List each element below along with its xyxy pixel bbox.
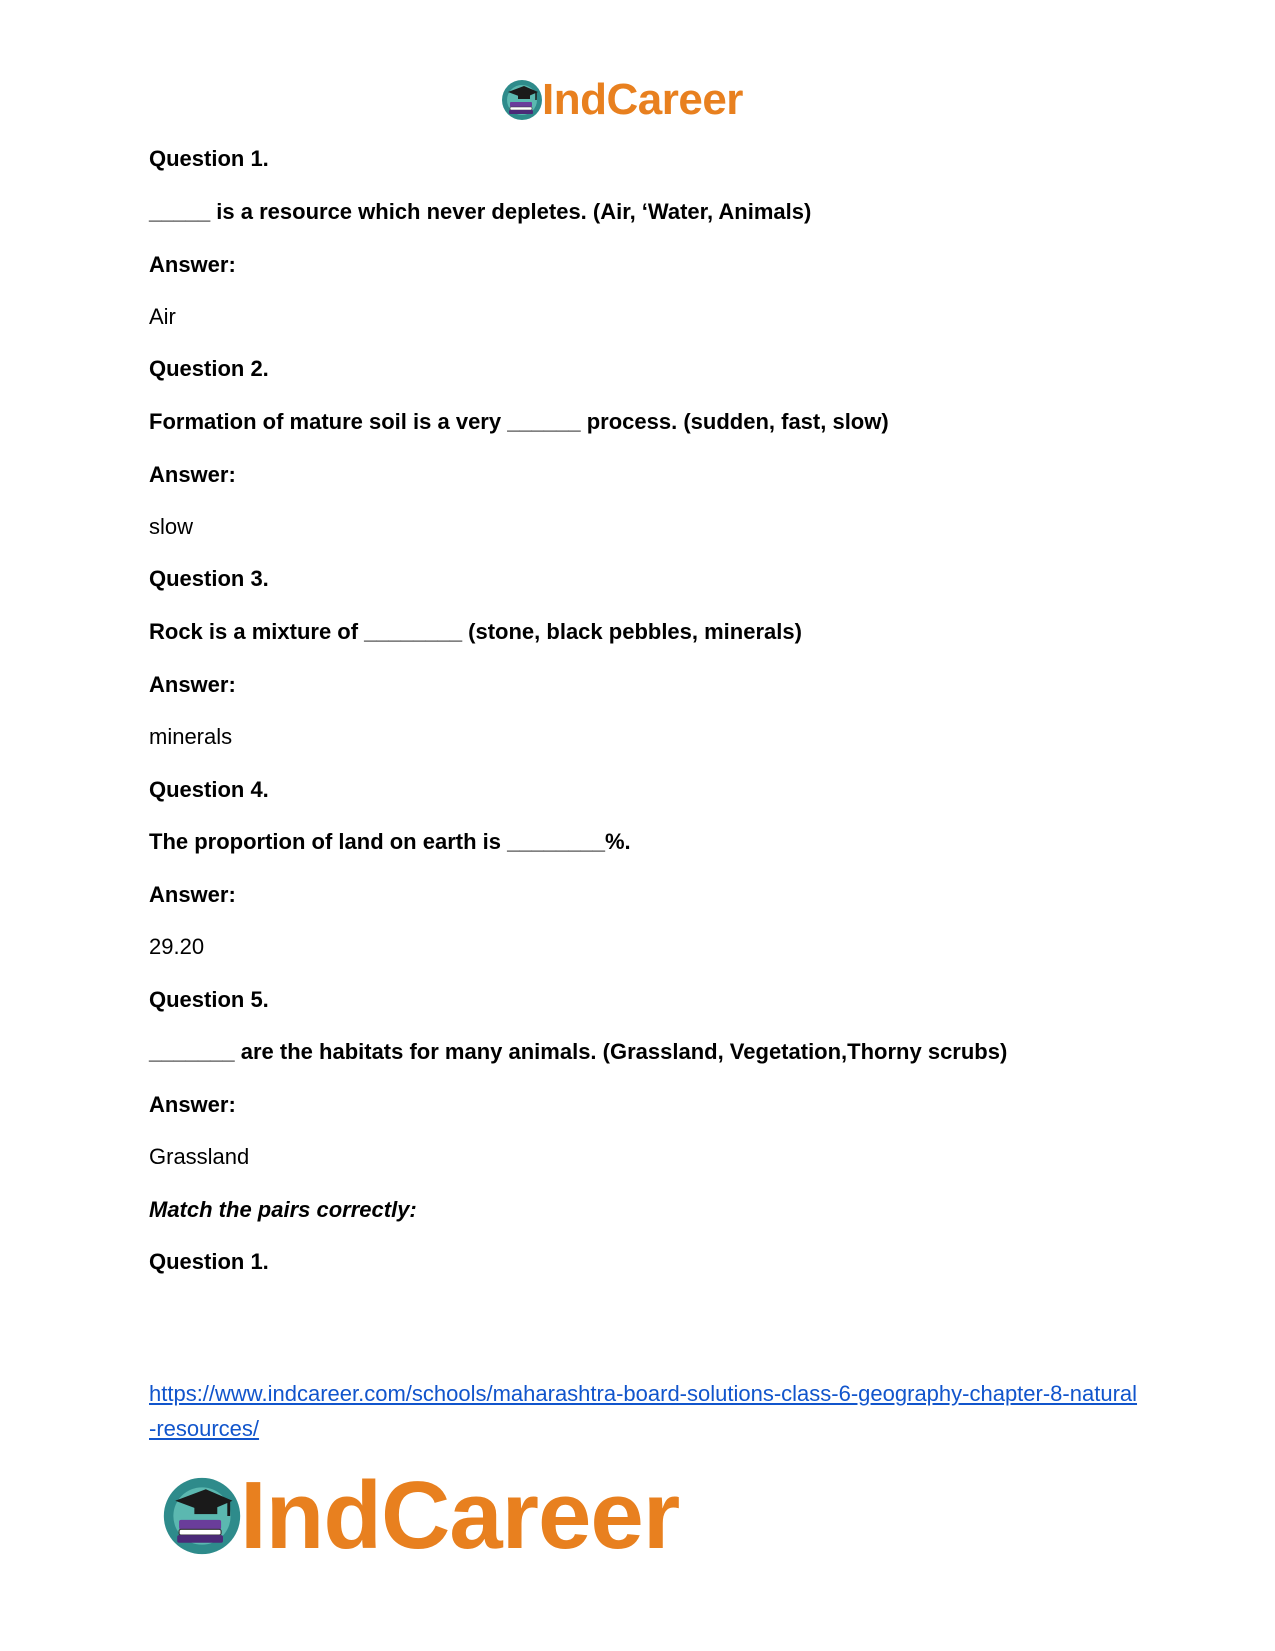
question-1-text: _____ is a resource which never depletes. (Air, ‘Water, Animals) [149,199,812,224]
question-4-heading: Question 4. [149,777,269,802]
answer-3-label: Answer: [149,672,236,697]
source-url-link[interactable]: https://www.indcareer.com/schools/maharashtra-board-solutions-class-6-geography-chapter-8-natural-resources/ [149,1381,1138,1441]
section-heading-match-pairs: Match the pairs correctly: [149,1197,417,1222]
question-2-text: Formation of mature soil is a very ______ process. (sudden, fast, slow) [149,409,889,434]
match-question-1-heading: Question 1. [149,1249,269,1274]
answer-1-label: Answer: [149,252,236,277]
header-logo-text: IndCareer [542,75,743,124]
graduation-cap-books-icon [160,1474,244,1558]
question-2-heading: Question 2. [149,356,269,381]
answer-1-value: Air [149,304,176,329]
answer-5-value: Grassland [149,1144,250,1169]
answer-4-label: Answer: [149,882,236,907]
answer-2-label: Answer: [149,462,236,487]
answer-3-value: minerals [149,724,233,749]
question-3-heading: Question 3. [149,566,269,591]
question-5-text: _______ are the habitats for many animals. (Grassland, Vegetation,Thorny scrubs) [149,1039,1008,1064]
footer-logo [160,1462,680,1569]
graduation-cap-books-icon [500,78,544,122]
question-4-text: The proportion of land on earth is ________%. [149,829,631,854]
answer-5-label: Answer: [149,1092,236,1117]
answer-2-value: slow [149,514,194,539]
question-1-heading: Question 1. [149,146,269,171]
question-3-text: Rock is a mixture of ________ (stone, black pebbles, minerals) [149,619,802,644]
answer-4-value: 29.20 [149,934,205,959]
header-logo [500,75,743,124]
question-5-heading: Question 5. [149,987,269,1012]
footer-logo-text: IndCareer [240,1462,680,1569]
